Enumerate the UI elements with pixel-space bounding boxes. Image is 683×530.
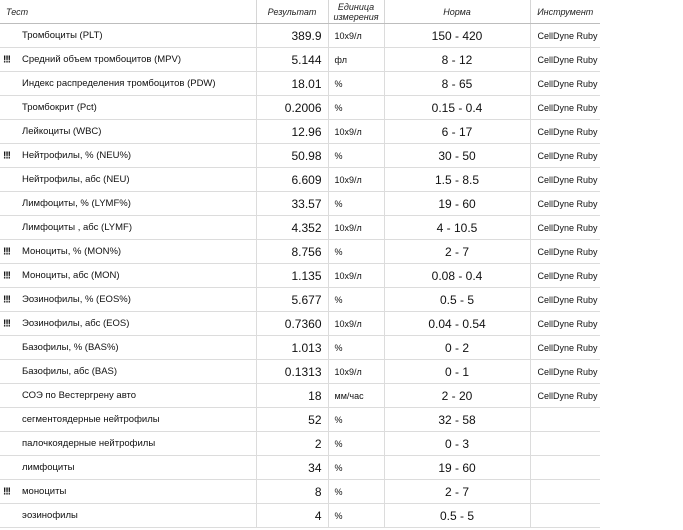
- test-cell: [0, 432, 256, 456]
- result-value: 8.756: [256, 240, 328, 264]
- result-value: 12.96: [256, 120, 328, 144]
- instrument-value: CellDyne Ruby: [530, 192, 600, 216]
- result-value: 0.7360: [256, 312, 328, 336]
- reference-range: 0 - 2: [384, 336, 530, 360]
- instrument-value: CellDyne Ruby: [530, 96, 600, 120]
- instrument-value: CellDyne Ruby: [530, 144, 600, 168]
- table-row: [0, 384, 600, 408]
- test-name: Эозинофилы, % (EOS%): [22, 294, 131, 305]
- abnormal-flag: !!!: [3, 318, 10, 329]
- table-body: [0, 24, 600, 528]
- test-cell: [0, 336, 256, 360]
- reference-range: 32 - 58: [384, 408, 530, 432]
- test-cell: [0, 120, 256, 144]
- table-row: [0, 48, 600, 72]
- test-name: Тромбоциты (PLT): [22, 30, 103, 41]
- reference-range: 0.04 - 0.54: [384, 312, 530, 336]
- result-value: 52: [256, 408, 328, 432]
- test-cell: [0, 504, 256, 528]
- unit-value: %: [328, 288, 384, 312]
- table-row: [0, 120, 600, 144]
- instrument-value: CellDyne Ruby: [530, 312, 600, 336]
- table-row: [0, 504, 600, 528]
- table-row: [0, 72, 600, 96]
- test-name: сегментоядерные нейтрофилы: [22, 414, 160, 425]
- result-value: 33.57: [256, 192, 328, 216]
- abnormal-flag: !!!: [3, 150, 10, 161]
- test-name: Базофилы, % (BAS%): [22, 342, 119, 353]
- unit-value: %: [328, 456, 384, 480]
- test-name: Лимфоциты , абс (LYMF): [22, 222, 132, 233]
- table-header-row: [0, 0, 600, 24]
- reference-range: 0.5 - 5: [384, 504, 530, 528]
- unit-value: %: [328, 408, 384, 432]
- header-unit-line1: Единица: [337, 1, 375, 12]
- reference-range: 1.5 - 8.5: [384, 168, 530, 192]
- unit-value: %: [328, 144, 384, 168]
- unit-value: 10x9/л: [328, 168, 384, 192]
- test-cell: [0, 360, 256, 384]
- test-cell: [0, 480, 256, 504]
- reference-range: 8 - 65: [384, 72, 530, 96]
- reference-range: 8 - 12: [384, 48, 530, 72]
- test-cell: [0, 216, 256, 240]
- reference-range: 19 - 60: [384, 456, 530, 480]
- table-row: [0, 432, 600, 456]
- unit-value: 10x9/л: [328, 216, 384, 240]
- table-row: [0, 168, 600, 192]
- table-row: [0, 288, 600, 312]
- test-cell: [0, 288, 256, 312]
- unit-value: %: [328, 96, 384, 120]
- instrument-value: CellDyne Ruby: [530, 72, 600, 96]
- test-cell: [0, 408, 256, 432]
- table-row: [0, 96, 600, 120]
- result-value: 1.013: [256, 336, 328, 360]
- table-row: [0, 480, 600, 504]
- unit-value: 10x9/л: [328, 24, 384, 48]
- header-instrument: Инструмент: [530, 0, 600, 24]
- test-cell: [0, 240, 256, 264]
- table-row: [0, 408, 600, 432]
- test-name: лимфоциты: [22, 462, 75, 473]
- reference-range: 0 - 3: [384, 432, 530, 456]
- instrument-value: [530, 456, 600, 480]
- result-value: 6.609: [256, 168, 328, 192]
- test-name: Лейкоциты (WBC): [22, 126, 102, 137]
- result-value: 0.2006: [256, 96, 328, 120]
- test-cell: [0, 144, 256, 168]
- unit-value: %: [328, 432, 384, 456]
- test-name: Нейтрофилы, % (NEU%): [22, 150, 132, 161]
- test-cell: [0, 24, 256, 48]
- test-cell: [0, 48, 256, 72]
- result-value: 50.98: [256, 144, 328, 168]
- instrument-value: [530, 408, 600, 432]
- result-value: 5.144: [256, 48, 328, 72]
- test-name: моноциты: [22, 486, 67, 497]
- header-norm: Норма: [384, 0, 530, 24]
- test-name: СОЭ по Вестергрену авто: [22, 390, 137, 401]
- header-unit-line2: измерения: [333, 11, 379, 22]
- unit-value: %: [328, 240, 384, 264]
- result-value: 34: [256, 456, 328, 480]
- abnormal-flag: !!!: [3, 246, 10, 257]
- test-cell: [0, 264, 256, 288]
- test-name: Базофилы, абс (BAS): [22, 366, 118, 377]
- unit-value: 10x9/л: [328, 360, 384, 384]
- instrument-value: CellDyne Ruby: [530, 336, 600, 360]
- result-value: 2: [256, 432, 328, 456]
- test-name: Лимфоциты, % (LYMF%): [22, 198, 131, 209]
- test-name: Средний объем тромбоцитов (MPV): [22, 54, 182, 65]
- table-row: [0, 456, 600, 480]
- reference-range: 2 - 7: [384, 480, 530, 504]
- table-row: [0, 360, 600, 384]
- result-value: 4.352: [256, 216, 328, 240]
- instrument-value: CellDyne Ruby: [530, 264, 600, 288]
- result-value: 1.135: [256, 264, 328, 288]
- table-row: [0, 24, 600, 48]
- reference-range: 19 - 60: [384, 192, 530, 216]
- instrument-value: CellDyne Ruby: [530, 120, 600, 144]
- instrument-value: [530, 504, 600, 528]
- unit-value: %: [328, 336, 384, 360]
- test-cell: [0, 384, 256, 408]
- instrument-value: [530, 480, 600, 504]
- reference-range: 4 - 10.5: [384, 216, 530, 240]
- instrument-value: CellDyne Ruby: [530, 48, 600, 72]
- reference-range: 0.5 - 5: [384, 288, 530, 312]
- table-row: [0, 312, 600, 336]
- table-row: [0, 264, 600, 288]
- result-value: 5.677: [256, 288, 328, 312]
- reference-range: 2 - 20: [384, 384, 530, 408]
- unit-value: фл: [328, 48, 384, 72]
- abnormal-flag: !!!: [3, 294, 10, 305]
- test-cell: [0, 192, 256, 216]
- header-test: Тест: [0, 0, 256, 24]
- test-name: эозинофилы: [22, 510, 78, 521]
- result-value: 18: [256, 384, 328, 408]
- table-row: [0, 144, 600, 168]
- result-value: 8: [256, 480, 328, 504]
- test-name: Моноциты, % (MON%): [22, 246, 122, 257]
- test-cell: [0, 456, 256, 480]
- table-row: [0, 216, 600, 240]
- result-value: 389.9: [256, 24, 328, 48]
- reference-range: 0.08 - 0.4: [384, 264, 530, 288]
- instrument-value: CellDyne Ruby: [530, 216, 600, 240]
- reference-range: 150 - 420: [384, 24, 530, 48]
- table-row: [0, 336, 600, 360]
- unit-value: 10x9/л: [328, 264, 384, 288]
- result-value: 4: [256, 504, 328, 528]
- test-cell: [0, 96, 256, 120]
- header-result: Результат: [256, 0, 328, 24]
- unit-value: %: [328, 72, 384, 96]
- unit-value: %: [328, 192, 384, 216]
- instrument-value: CellDyne Ruby: [530, 240, 600, 264]
- instrument-value: CellDyne Ruby: [530, 24, 600, 48]
- unit-value: 10x9/л: [328, 120, 384, 144]
- result-value: 18.01: [256, 72, 328, 96]
- test-name: Нейтрофилы, абс (NEU): [22, 174, 130, 185]
- abnormal-flag: !!!: [3, 270, 10, 281]
- test-name: Эозинофилы, абс (EOS): [22, 318, 130, 329]
- test-cell: [0, 312, 256, 336]
- abnormal-flag: !!!: [3, 486, 10, 497]
- reference-range: 0.15 - 0.4: [384, 96, 530, 120]
- table-row: [0, 192, 600, 216]
- test-name: палочкоядерные нейтрофилы: [22, 438, 156, 449]
- test-name: Индекс распределения тромбоцитов (PDW): [22, 78, 216, 89]
- unit-value: 10x9/л: [328, 312, 384, 336]
- result-value: 0.1313: [256, 360, 328, 384]
- test-cell: [0, 72, 256, 96]
- instrument-value: CellDyne Ruby: [530, 384, 600, 408]
- test-name: Моноциты, абс (MON): [22, 270, 120, 281]
- instrument-value: CellDyne Ruby: [530, 288, 600, 312]
- abnormal-flag: !!!: [3, 54, 10, 65]
- unit-value: %: [328, 504, 384, 528]
- unit-value: %: [328, 480, 384, 504]
- test-cell: [0, 168, 256, 192]
- instrument-value: CellDyne Ruby: [530, 168, 600, 192]
- reference-range: 6 - 17: [384, 120, 530, 144]
- table-row: [0, 240, 600, 264]
- reference-range: 30 - 50: [384, 144, 530, 168]
- reference-range: 2 - 7: [384, 240, 530, 264]
- instrument-value: [530, 432, 600, 456]
- test-name: Тромбокрит (Pct): [22, 102, 97, 113]
- header-unit: [328, 0, 384, 24]
- reference-range: 0 - 1: [384, 360, 530, 384]
- instrument-value: CellDyne Ruby: [530, 360, 600, 384]
- unit-value: мм/час: [328, 384, 384, 408]
